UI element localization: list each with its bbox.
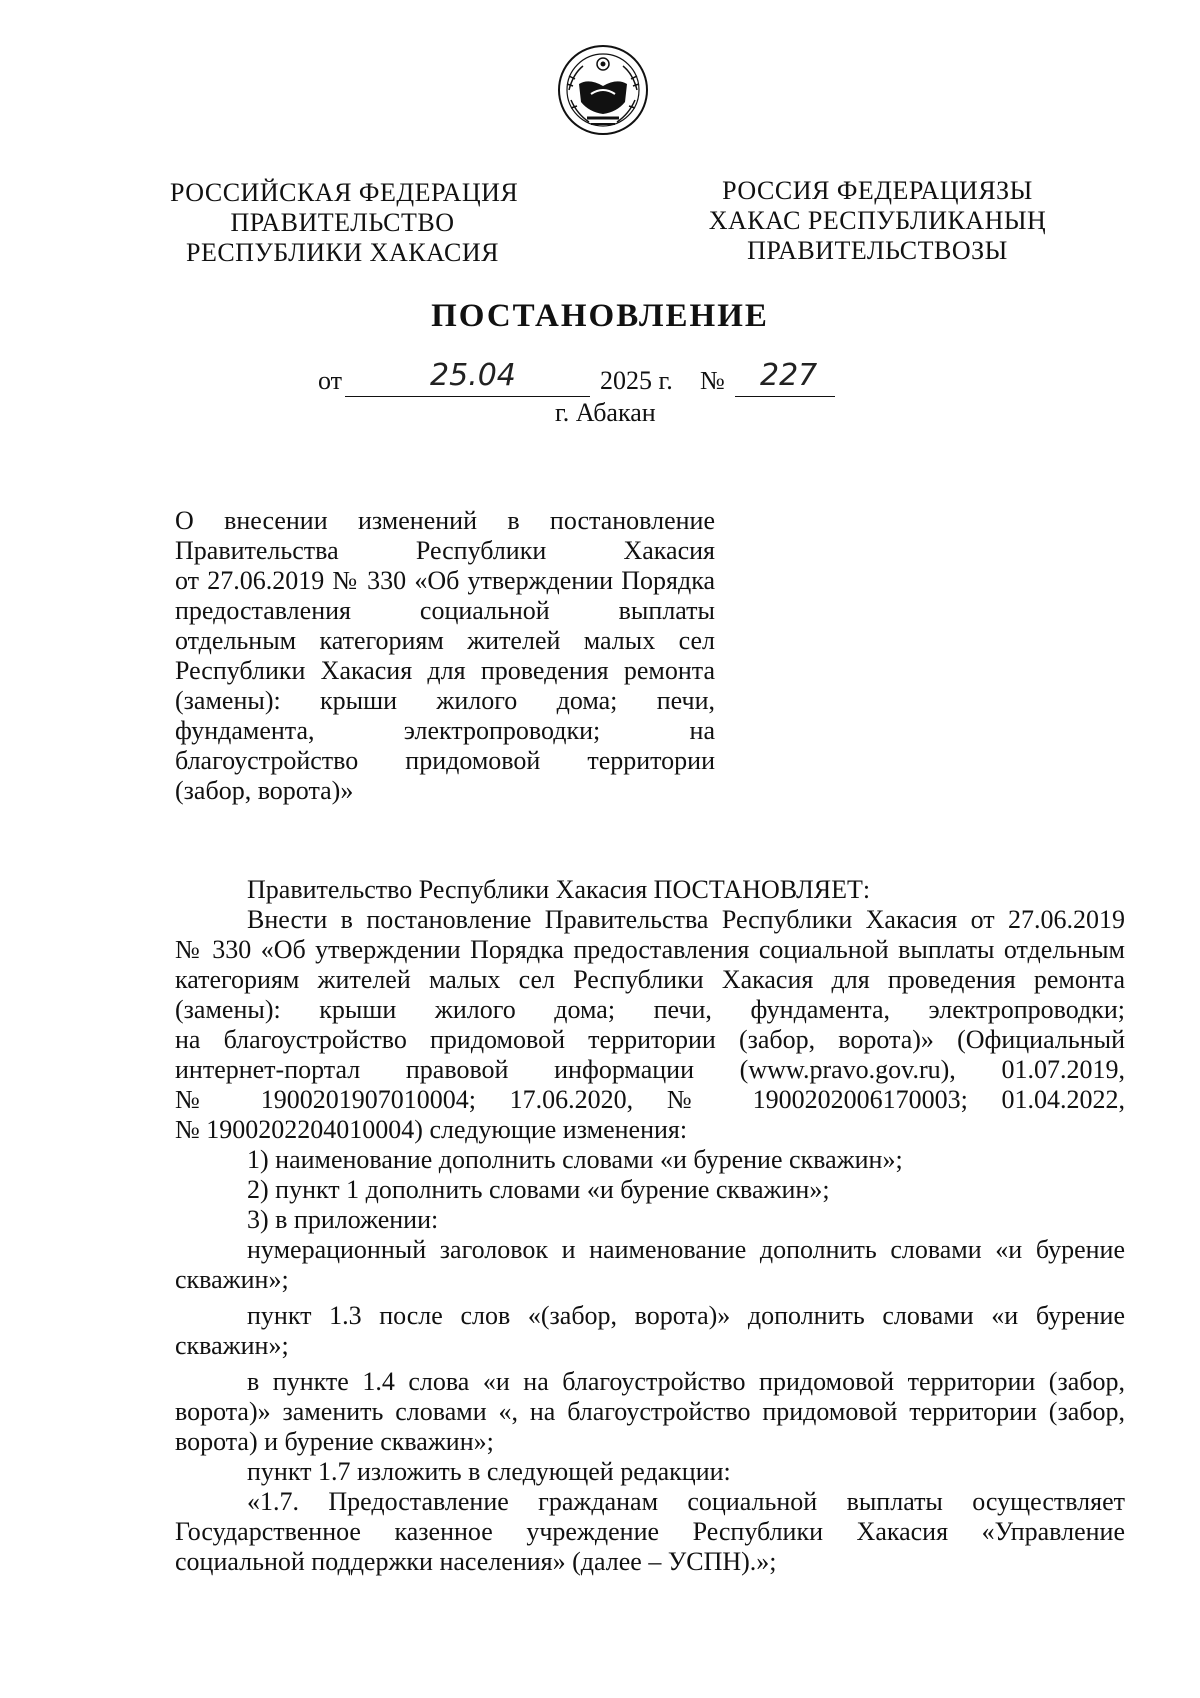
date-handwritten: 25.04: [430, 358, 516, 393]
header-right-line: ХАКАС РЕСПУБЛИКАНЫҢ: [708, 206, 1047, 235]
body-line: № 330 «Об утверждении Порядка предоставления социальной выплаты отдельным: [175, 935, 1125, 964]
document-title: ПОСТАНОВЛЕНИЕ: [431, 298, 769, 334]
emblem-icon: [557, 44, 649, 136]
body-line: интернет-портал правовой информации (www.pravo.gov.ru), 01.07.2019,: [175, 1055, 1125, 1084]
body-line: ворота) и бурение скважин»;: [175, 1427, 494, 1456]
date-underline: [345, 396, 590, 397]
date-from-label: от: [318, 366, 343, 395]
header-right-line: ПРАВИТЕЛЬСТВОЗЫ: [747, 236, 1008, 265]
body-line: пункт 1.7 изложить в следующей редакции:: [247, 1457, 731, 1486]
body-line: «1.7. Предоставление гражданам социальной выплаты осуществляет: [247, 1487, 1125, 1516]
number-underline: [735, 396, 835, 397]
body-line: нумерационный заголовок и наименование дополнить словами «и бурение: [247, 1235, 1125, 1264]
header-right: [705, 176, 1050, 266]
date-year: 2025 г.: [600, 366, 673, 395]
header-left-line: ПРАВИТЕЛЬСТВО: [230, 208, 455, 237]
header-left-line: РОССИЙСКАЯ ФЕДЕРАЦИЯ: [170, 178, 519, 207]
subject-line: Правительства Республики Хакасия: [175, 536, 715, 565]
body-line: № 1900201907010004; 17.06.2020, № 1900202006170003; 01.04.2022,: [175, 1085, 1125, 1114]
subject-line: благоустройство придомовой территории: [175, 746, 715, 775]
subject-block: [175, 506, 715, 806]
header-left: [170, 178, 519, 268]
body-line: 2) пункт 1 дополнить словами «и бурение скважин»;: [247, 1175, 830, 1204]
body-line: скважин»;: [175, 1331, 289, 1360]
body-line: Государственное казенное учреждение Республики Хакасия «Управление: [175, 1517, 1125, 1546]
city: г. Абакан: [555, 398, 656, 427]
subject-line: Республики Хакасия для проведения ремонта: [175, 656, 715, 685]
subject-line: от 27.06.2019 № 330 «Об утверждении Порядка: [175, 566, 715, 595]
subject-line: (забор, ворота)»: [175, 776, 354, 805]
subject-line: (замены): крыши жилого дома; печи,: [175, 686, 715, 715]
body-line: категориям жителей малых сел Республики Хакасия для проведения ремонта: [175, 965, 1125, 994]
subject-line: отдельным категориям жителей малых сел: [175, 626, 715, 655]
body-line: ворота)» заменить словами «, на благоустройство придомовой территории (забор,: [175, 1397, 1125, 1426]
subject-line: фундамента, электропроводки; на: [175, 716, 715, 745]
subject-line: предоставления социальной выплаты: [175, 596, 715, 625]
subject-line: О внесении изменений в постановление: [175, 506, 715, 535]
number-handwritten: 227: [760, 358, 818, 393]
header-left-line: РЕСПУБЛИКИ ХАКАСИЯ: [185, 238, 499, 267]
body-line: 3) в приложении:: [247, 1205, 439, 1234]
body-line: № 1900202204010004) следующие изменения:: [175, 1115, 688, 1144]
body-line: (замены): крыши жилого дома; печи, фундамента, электропроводки;: [175, 995, 1125, 1024]
body-line: пункт 1.3 после слов «(забор, ворота)» дополнить словами «и бурение: [247, 1301, 1125, 1330]
body-line: на благоустройство придомовой территории (забор, ворота)» (Официальный: [175, 1025, 1125, 1054]
body-line: Внести в постановление Правительства Республики Хакасия от 27.06.2019: [247, 905, 1125, 934]
document-body: [175, 875, 1125, 1577]
body-line: Правительство Республики Хакасия ПОСТАНОВЛЯЕТ:: [247, 875, 871, 904]
body-line: скважин»;: [175, 1265, 289, 1294]
body-line: в пункте 1.4 слова «и на благоустройство придомовой территории (забор,: [247, 1367, 1125, 1396]
body-line: 1) наименование дополнить словами «и бурение скважин»;: [247, 1145, 903, 1174]
body-line: социальной поддержки населения» (далее – УСПН).»;: [175, 1547, 777, 1576]
header-right-line: РОССИЯ ФЕДЕРАЦИЯЗЫ: [722, 176, 1033, 205]
number-label: №: [700, 366, 725, 395]
